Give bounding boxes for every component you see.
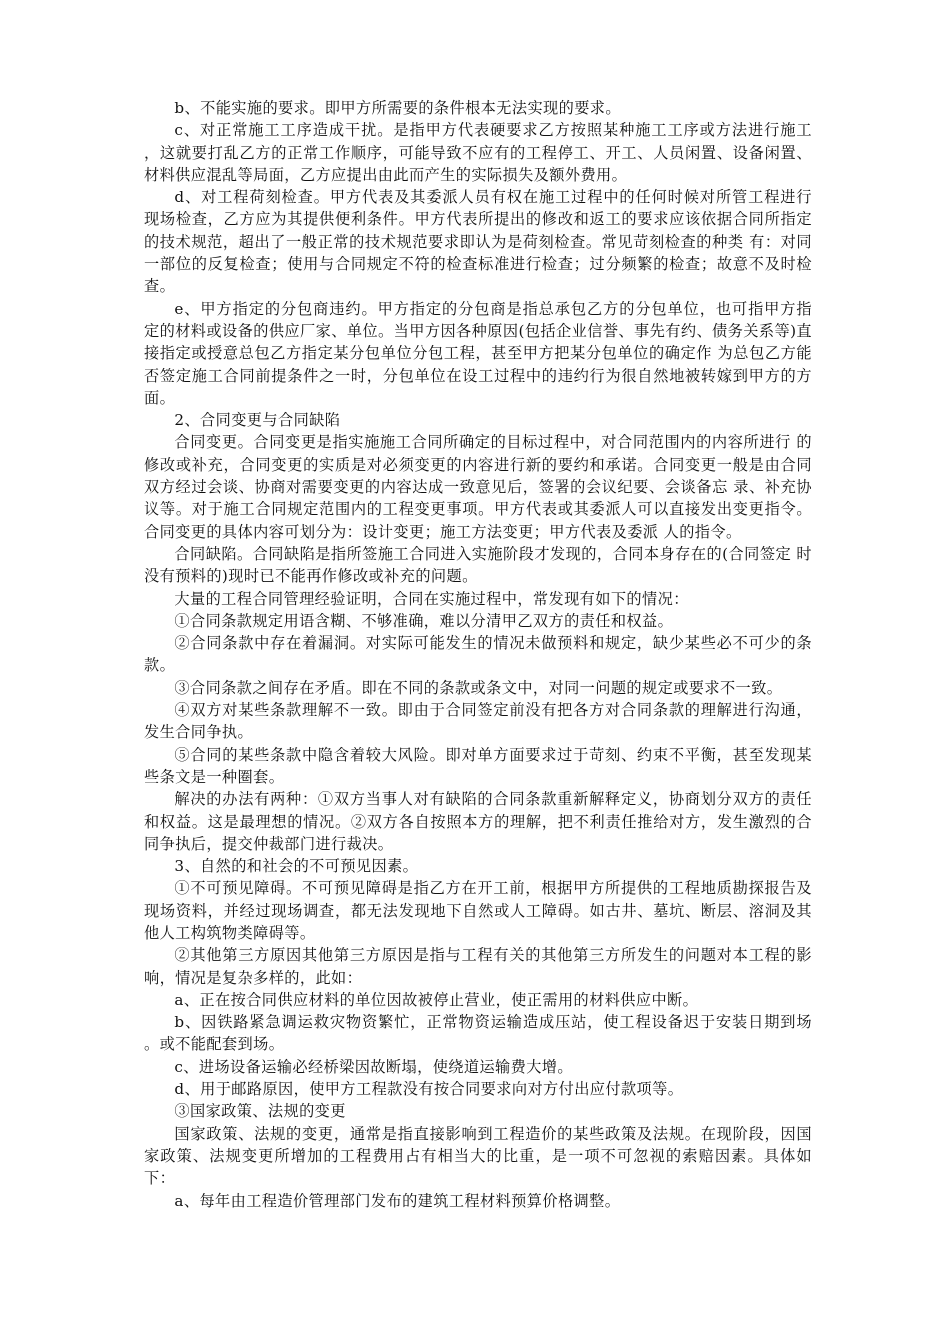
list-item: c、进场设备运输必经桥梁因故断塌，使绕道运输费大增。: [174, 1057, 573, 1076]
list-item: a、每年由工程造价管理部门发布的建筑工程材料预算价格调整。: [174, 1191, 621, 1210]
paragraph: 大量的工程合同管理经验证明，合同在实施过程中，常发现有如下的情况：: [174, 589, 689, 608]
list-item: ⑤合同的某些条款中隐含着较大风险。即对单方面要求过于苛刻、约束不平衡，甚至发现某 些条文是一种圈套。: [144, 745, 812, 786]
subsection-heading: ③国家政策、法规的变更: [174, 1102, 346, 1121]
list-item: b、因铁路紧急调运救灾物资繁忙，正常物资运输造成压站，使工程设备迟于安装日期到场 。或不能配套到场。: [144, 1013, 812, 1054]
list-item: ②其他第三方原因其他第三方原因是指与工程有关的其他第三方所发生的问题对本工程的影 响，情况是复杂多样的，此如：: [144, 946, 812, 987]
paragraph: 国家政策、法规的变更，通常是指直接影响到工程造价的某些政策及法规。在现阶段，因国 家政策、法规变更所增加的工程费用占有相当大的比重，是一项不可忽视的索赔因素。具体如下：: [144, 1124, 812, 1188]
list-item: a、正在按合同供应材料的单位因故被停止营业，使正需用的材料供应中断。: [174, 990, 699, 1009]
paragraph: b、不能实施的要求。即甲方所需要的条件根本无法实现的要求。: [174, 99, 621, 117]
list-item: d、用于邮路原因，使甲方工程款没有按合同要求向对方付出应付款项等。: [174, 1080, 684, 1099]
paragraph: c、对正常施工工序造成干扰。是指甲方代表硬要求乙方按照某种施工工序或方法进行施工 ，这就要打乱乙方的正常工作顺序，可能导致不应有的工程停工、开工、人员闲置、设备闲置、材料供应混乱等局面，乙方应提出由此而产生的实际损失及额外费用。: [144, 121, 812, 184]
list-item: ③合同条款之间存在矛盾。即在不同的条款或条文中，对同一问题的规定或要求不一致。: [174, 678, 783, 697]
paragraph: 合同变更。合同变更是指实施施工合同所确定的目标过程中，对合同范围内的内容所进行 的修改或补充，合同变更的实质是对必须变更的内容进行新的要约和承诺。合同变更一般是由合同双方经过会谈、协商对需要变更的内容达成一致意见后，签署的会议纪要、会谈备忘 录、补充协议等。对于施工合同规定范围内的工程变更事项。甲方代表或其委派人可以直接发出变更指令。合同变更的具体内容可划分为：设计变更；施工方法变更；甲方代表及委派 人的指令。: [144, 433, 812, 541]
section-heading: 2、合同变更与合同缺陷: [174, 411, 341, 430]
paragraph: e、甲方指定的分包商违约。甲方指定的分包商是指总承包乙方的分包单位，也可指甲方指 定的材料或设备的供应厂家、单位。当甲方因各种原因(包括企业信誉、事先有约、债务关系等)直接指定或授意总包乙方指定某分包单位分包工程，甚至甲方把某分包单位的确定作 为总包乙方能否签定施工合同前提条件之一时，分包单位在设工过程中的违约行为很自然地被转嫁到甲方的方面。: [144, 299, 812, 407]
paragraph: 合同缺陷。合同缺陷是指所签施工合同进入实施阶段才发现的，合同本身存在的(合同签定 时没有预料的)现时已不能再作修改或补充的问题。: [144, 544, 812, 586]
list-item: ①合同条款规定用语含糊、不够准确，难以分清甲乙双方的责任和权益。: [174, 611, 674, 630]
list-item: ①不可预见障碍。不可预见障碍是指乙方在开工前，根据甲方所提供的工程地质勘探报告及 现场资料，并经过现场调查，都无法发现地下自然或人工障碍。如古井、墓坑、断层、溶洞及其他人工构筑物类障碍等。: [144, 879, 812, 942]
paragraph: d、对工程荷刻检查。甲方代表及其委派人员有权在施工过程中的任何时候对所管工程进行 现场检查，乙方应为其提供便利条件。甲方代表所提出的修改和返工的要求应该依据合同所指定的技术规范，超出了一般正常的技术规范要求即认为是荷刻检查。常见苛刻检查的种类 有：对同一部位的反复检查；使用与合同规定不符的检查标准进行检查；过分频繁的检查；故意不及时检查。: [144, 188, 812, 296]
section-heading: 3、自然的和社会的不可预见因素。: [174, 857, 419, 876]
list-item: ④双方对某些条款理解不一致。即由于合同签定前没有把各方对合同条款的理解进行沟通， 发生合同争执。: [144, 701, 812, 742]
list-item: ②合同条款中存在着漏洞。对实际可能发生的情况未做预料和规定，缺少某些必不可少的条 款。: [144, 634, 812, 675]
paragraph: 解决的办法有两种：①双方当事人对有缺陷的合同条款重新解释定义，协商划分双方的责任 和权益。这是最理想的情况。②双方各自按照本方的理解，把不利责任推给对方，发生激烈的合同争执后，提交仲裁部门进行裁决。: [144, 790, 812, 853]
